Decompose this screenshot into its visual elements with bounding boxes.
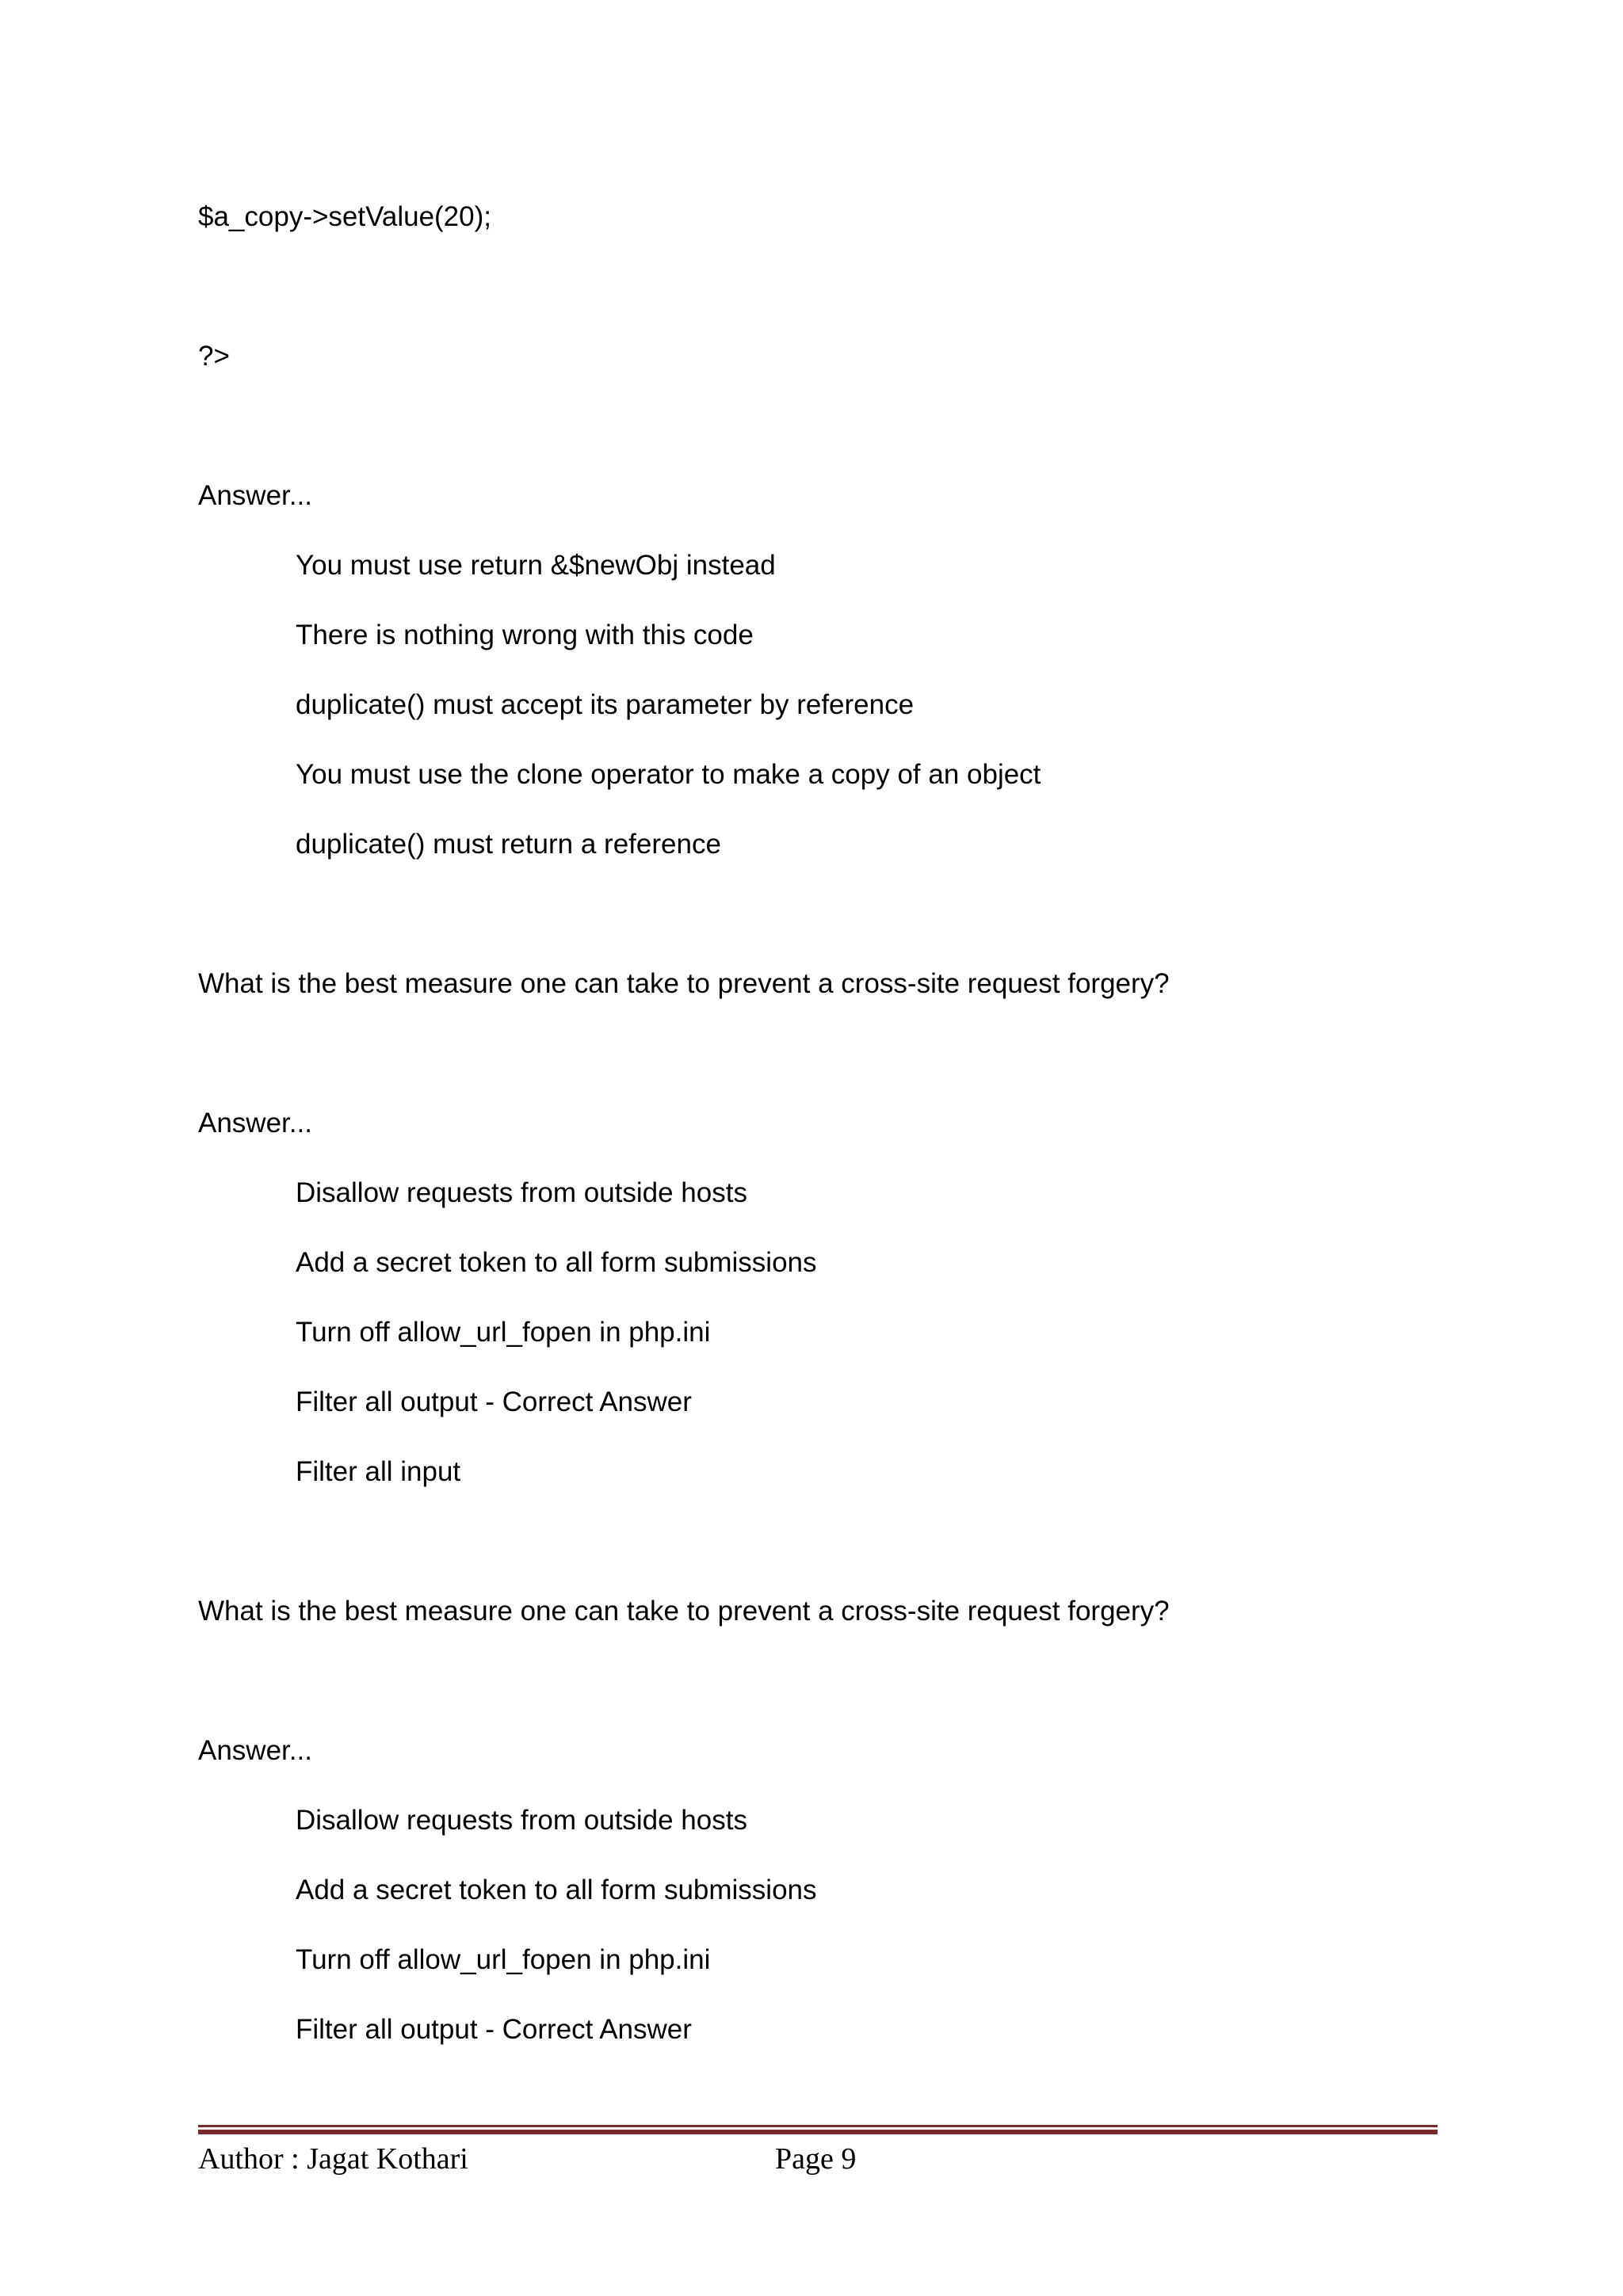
code-line: $a_copy->setValue(20); [198, 201, 491, 232]
footer-rule-bottom [198, 2130, 1438, 2134]
question-text: What is the best measure one can take to prevent a cross-site request forgery? [198, 1596, 1170, 1627]
answer-option: duplicate() must accept its parameter by reference [296, 689, 915, 720]
answer-label: Answer... [198, 1735, 312, 1766]
answer-option: Disallow requests from outside hosts [296, 1177, 747, 1208]
answer-option: You must use the clone operator to make a copy of an object [296, 759, 1041, 790]
answer-option: Filter all input [296, 1456, 461, 1487]
footer-page-number: Page 9 [775, 2142, 857, 2176]
answer-option: Add a secret token to all form submissions [296, 1247, 817, 1278]
answer-option: Add a secret token to all form submissions [296, 1875, 817, 1905]
answer-option: Filter all output - Correct Answer [296, 1386, 692, 1417]
answer-label: Answer... [198, 1108, 312, 1138]
answer-label: Answer... [198, 480, 312, 511]
footer-rule-top [198, 2125, 1438, 2127]
footer-author: Author : Jagat Kothari [198, 2142, 468, 2176]
answer-option: You must use return &$newObj instead [296, 550, 776, 581]
question-text: What is the best measure one can take to prevent a cross-site request forgery? [198, 968, 1170, 999]
answer-option: duplicate() must return a reference [296, 829, 721, 860]
answer-option: Disallow requests from outside hosts [296, 1805, 747, 1836]
answer-option: Turn off allow_url_fopen in php.ini [296, 1317, 711, 1348]
code-line: ?> [198, 341, 230, 372]
answer-option: Turn off allow_url_fopen in php.ini [296, 1944, 711, 1975]
answer-option: Filter all output - Correct Answer [296, 2014, 692, 2045]
answer-option: There is nothing wrong with this code [296, 620, 754, 650]
